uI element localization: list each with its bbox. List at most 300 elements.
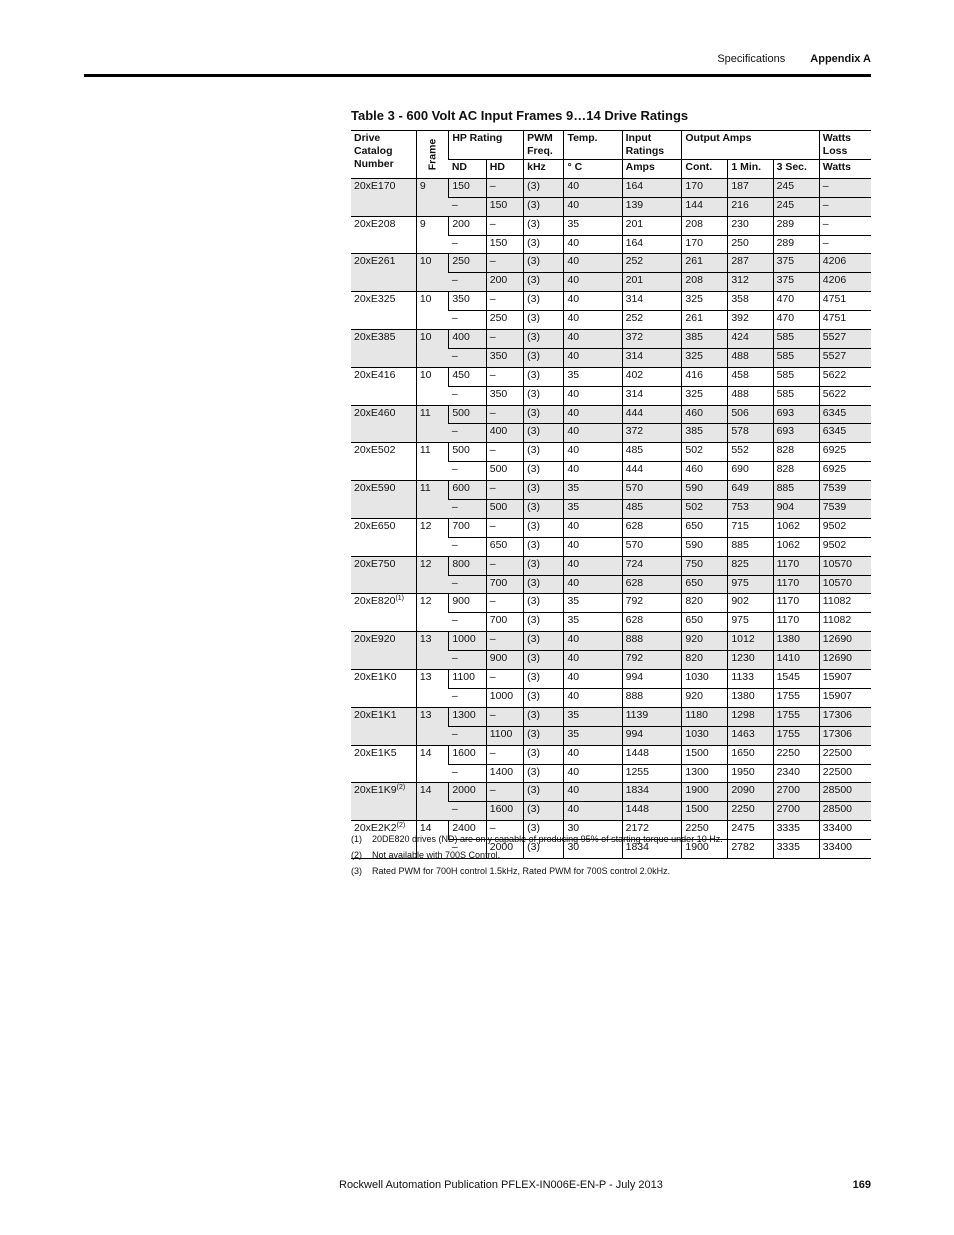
cell-input-amps: 1834 bbox=[622, 840, 682, 859]
cell-out-1min: 488 bbox=[728, 386, 773, 405]
cell-out-cont: 416 bbox=[682, 367, 728, 386]
catalog-number: 20xE502 bbox=[354, 444, 396, 457]
cell-hd: 500 bbox=[486, 462, 523, 481]
cell-nd: – bbox=[449, 613, 486, 632]
cell-temp: 40 bbox=[564, 518, 622, 537]
cell-temp: 40 bbox=[564, 235, 622, 254]
cell-pwm: (3) bbox=[524, 424, 564, 443]
cell-nd: 350 bbox=[449, 292, 486, 311]
cell-out-1min: 230 bbox=[728, 216, 773, 235]
page-number: 169 bbox=[852, 1179, 871, 1191]
cell-nd: 250 bbox=[449, 254, 486, 273]
cell-input-amps: 402 bbox=[622, 367, 682, 386]
cell-nd: 450 bbox=[449, 367, 486, 386]
cell-out-cont: 170 bbox=[682, 235, 728, 254]
cell-pwm: (3) bbox=[524, 821, 564, 840]
cell-out-cont: 1900 bbox=[682, 783, 728, 802]
cell-temp: 40 bbox=[564, 405, 622, 424]
cell-out-3sec: 1755 bbox=[773, 726, 819, 745]
col-three-sec: 3 Sec. bbox=[773, 160, 819, 179]
footnote-2-num: (2) bbox=[351, 850, 362, 860]
cell-out-cont: 325 bbox=[682, 292, 728, 311]
cell-hd: 350 bbox=[486, 348, 523, 367]
cell-out-1min: 552 bbox=[728, 443, 773, 462]
cell-hd: 1600 bbox=[486, 802, 523, 821]
publication-footer: Rockwell Automation Publication PFLEX-IN006E-EN-P - July 2013 bbox=[339, 1179, 663, 1191]
cell-nd: – bbox=[449, 802, 486, 821]
cell-frame: 13 bbox=[416, 670, 449, 708]
cell-out-1min: 825 bbox=[728, 556, 773, 575]
cell-nd: 1600 bbox=[449, 745, 486, 764]
table-row bbox=[351, 745, 871, 764]
cell-pwm: (3) bbox=[524, 405, 564, 424]
catalog-footnote-ref: (1) bbox=[395, 595, 405, 603]
cell-temp: 40 bbox=[564, 745, 622, 764]
cell-temp: 40 bbox=[564, 632, 622, 651]
cell-out-cont: 261 bbox=[682, 254, 728, 273]
cell-temp: 30 bbox=[564, 840, 622, 859]
cell-temp: 40 bbox=[564, 764, 622, 783]
running-header bbox=[717, 53, 871, 65]
cell-temp: 40 bbox=[564, 311, 622, 330]
cell-hd: 1400 bbox=[486, 764, 523, 783]
table-header bbox=[351, 131, 871, 179]
cell-input-amps: 570 bbox=[622, 537, 682, 556]
col-watts: Watts bbox=[819, 160, 871, 179]
cell-out-3sec: 375 bbox=[773, 254, 819, 273]
cell-watts: 10570 bbox=[819, 575, 871, 594]
cell-temp: 40 bbox=[564, 443, 622, 462]
cell-watts: 5622 bbox=[819, 367, 871, 386]
cell-watts: 6925 bbox=[819, 462, 871, 481]
table-title: Table 3 - 600 Volt AC Input Frames 9…14 Drive Ratings bbox=[351, 108, 689, 123]
cell-catalog bbox=[351, 518, 416, 556]
cell-nd: – bbox=[449, 651, 486, 670]
cell-watts: 6345 bbox=[819, 424, 871, 443]
cell-hd: – bbox=[486, 670, 523, 689]
cell-temp: 40 bbox=[564, 651, 622, 670]
cell-nd: 1300 bbox=[449, 707, 486, 726]
cell-temp: 40 bbox=[564, 556, 622, 575]
cell-out-cont: 144 bbox=[682, 197, 728, 216]
header-section: Specifications bbox=[717, 53, 786, 65]
cell-frame: 11 bbox=[416, 481, 449, 519]
col-pwm: PWM Freq. bbox=[524, 131, 564, 160]
cell-watts: 9502 bbox=[819, 537, 871, 556]
cell-nd: – bbox=[449, 386, 486, 405]
cell-pwm: (3) bbox=[524, 783, 564, 802]
cell-catalog bbox=[351, 594, 416, 632]
cell-out-3sec: 885 bbox=[773, 481, 819, 500]
cell-watts: 17306 bbox=[819, 726, 871, 745]
cell-temp: 40 bbox=[564, 292, 622, 311]
cell-out-1min: 1463 bbox=[728, 726, 773, 745]
table-row bbox=[351, 481, 871, 500]
cell-out-1min: 392 bbox=[728, 311, 773, 330]
cell-watts: 22500 bbox=[819, 764, 871, 783]
cell-out-3sec: 585 bbox=[773, 330, 819, 349]
cell-hd: – bbox=[486, 518, 523, 537]
col-frame bbox=[416, 131, 449, 179]
cell-pwm: (3) bbox=[524, 556, 564, 575]
cell-out-3sec: 1545 bbox=[773, 670, 819, 689]
cell-watts: 6345 bbox=[819, 405, 871, 424]
cell-input-amps: 201 bbox=[622, 273, 682, 292]
cell-temp: 35 bbox=[564, 367, 622, 386]
cell-out-cont: 1030 bbox=[682, 670, 728, 689]
cell-out-cont: 460 bbox=[682, 462, 728, 481]
cell-pwm: (3) bbox=[524, 311, 564, 330]
cell-nd: 200 bbox=[449, 216, 486, 235]
table-row bbox=[351, 783, 871, 802]
table-row bbox=[351, 292, 871, 311]
cell-pwm: (3) bbox=[524, 802, 564, 821]
catalog-number: 20xE1K9 bbox=[354, 784, 397, 797]
cell-catalog bbox=[351, 443, 416, 481]
table-row bbox=[351, 216, 871, 235]
cell-watts: – bbox=[819, 216, 871, 235]
cell-hd: 150 bbox=[486, 235, 523, 254]
cell-out-3sec: 1170 bbox=[773, 613, 819, 632]
cell-nd: 700 bbox=[449, 518, 486, 537]
cell-out-3sec: 1170 bbox=[773, 594, 819, 613]
cell-out-1min: 885 bbox=[728, 537, 773, 556]
cell-out-1min: 187 bbox=[728, 178, 773, 197]
cell-out-1min: 2250 bbox=[728, 802, 773, 821]
col-nd: ND bbox=[449, 160, 486, 179]
cell-input-amps: 994 bbox=[622, 726, 682, 745]
cell-out-cont: 1030 bbox=[682, 726, 728, 745]
cell-out-3sec: 1755 bbox=[773, 688, 819, 707]
cell-watts: 10570 bbox=[819, 556, 871, 575]
catalog-number: 20xE1K1 bbox=[354, 708, 397, 721]
cell-out-cont: 1300 bbox=[682, 764, 728, 783]
header-appendix: Appendix A bbox=[810, 53, 871, 65]
table-row bbox=[351, 518, 871, 537]
cell-out-3sec: 2700 bbox=[773, 802, 819, 821]
cell-pwm: (3) bbox=[524, 613, 564, 632]
cell-catalog bbox=[351, 216, 416, 254]
cell-pwm: (3) bbox=[524, 632, 564, 651]
footnote-1-num: (1) bbox=[351, 834, 362, 844]
cell-hd: – bbox=[486, 405, 523, 424]
cell-watts: 9502 bbox=[819, 518, 871, 537]
cell-watts: 4206 bbox=[819, 254, 871, 273]
cell-out-3sec: 585 bbox=[773, 367, 819, 386]
cell-watts: 22500 bbox=[819, 745, 871, 764]
catalog-number: 20xE590 bbox=[354, 482, 396, 495]
footnote-1 bbox=[351, 834, 723, 844]
col-watts-loss: Watts Loss bbox=[819, 131, 871, 160]
cell-hd: – bbox=[486, 178, 523, 197]
cell-catalog bbox=[351, 330, 416, 368]
cell-watts: 11082 bbox=[819, 613, 871, 632]
cell-watts: 28500 bbox=[819, 802, 871, 821]
catalog-number: 20xE1K5 bbox=[354, 746, 397, 759]
cell-frame: 12 bbox=[416, 518, 449, 556]
cell-pwm: (3) bbox=[524, 330, 564, 349]
cell-out-1min: 1298 bbox=[728, 707, 773, 726]
cell-catalog bbox=[351, 178, 416, 216]
cell-hd: – bbox=[486, 783, 523, 802]
cell-nd: – bbox=[449, 462, 486, 481]
cell-input-amps: 1834 bbox=[622, 783, 682, 802]
col-catalog: Drive Catalog Number bbox=[351, 131, 416, 179]
cell-temp: 35 bbox=[564, 594, 622, 613]
cell-watts: 7539 bbox=[819, 500, 871, 519]
cell-temp: 40 bbox=[564, 688, 622, 707]
cell-out-3sec: 1410 bbox=[773, 651, 819, 670]
catalog-number: 20xE385 bbox=[354, 331, 396, 344]
cell-out-3sec: 245 bbox=[773, 197, 819, 216]
cell-out-cont: 920 bbox=[682, 688, 728, 707]
cell-input-amps: 1139 bbox=[622, 707, 682, 726]
cell-pwm: (3) bbox=[524, 216, 564, 235]
cell-out-1min: 2782 bbox=[728, 840, 773, 859]
cell-input-amps: 485 bbox=[622, 500, 682, 519]
cell-input-amps: 888 bbox=[622, 688, 682, 707]
footnote-2-text: Not available with 700S Control. bbox=[372, 850, 501, 860]
cell-temp: 40 bbox=[564, 670, 622, 689]
cell-out-1min: 753 bbox=[728, 500, 773, 519]
cell-frame: 13 bbox=[416, 632, 449, 670]
cell-out-3sec: 585 bbox=[773, 386, 819, 405]
cell-nd: – bbox=[449, 500, 486, 519]
catalog-footnote-ref: (2) bbox=[396, 784, 406, 792]
cell-pwm: (3) bbox=[524, 518, 564, 537]
cell-out-cont: 750 bbox=[682, 556, 728, 575]
footnote-1-text: 20DE820 drives (ND) are only capable of producing 95% of starting torque under 10 Hz. bbox=[372, 834, 723, 844]
cell-input-amps: 628 bbox=[622, 518, 682, 537]
cell-nd: – bbox=[449, 726, 486, 745]
cell-hd: 700 bbox=[486, 575, 523, 594]
cell-nd: – bbox=[449, 348, 486, 367]
cell-input-amps: 444 bbox=[622, 462, 682, 481]
cell-nd: 2400 bbox=[449, 821, 486, 840]
cell-out-1min: 424 bbox=[728, 330, 773, 349]
catalog-number: 20xE325 bbox=[354, 293, 396, 306]
cell-frame: 11 bbox=[416, 405, 449, 443]
cell-temp: 40 bbox=[564, 178, 622, 197]
cell-watts: 4751 bbox=[819, 311, 871, 330]
cell-pwm: (3) bbox=[524, 462, 564, 481]
cell-input-amps: 570 bbox=[622, 481, 682, 500]
cell-input-amps: 628 bbox=[622, 613, 682, 632]
cell-out-cont: 1180 bbox=[682, 707, 728, 726]
table-row bbox=[351, 178, 871, 197]
cell-out-3sec: 470 bbox=[773, 292, 819, 311]
cell-nd: 2000 bbox=[449, 783, 486, 802]
header-rule bbox=[84, 74, 871, 77]
cell-out-cont: 820 bbox=[682, 651, 728, 670]
cell-out-3sec: 1170 bbox=[773, 556, 819, 575]
cell-out-3sec: 904 bbox=[773, 500, 819, 519]
cell-pwm: (3) bbox=[524, 575, 564, 594]
cell-frame: 9 bbox=[416, 178, 449, 216]
cell-out-cont: 1900 bbox=[682, 840, 728, 859]
cell-hd: 350 bbox=[486, 386, 523, 405]
cell-hd: 650 bbox=[486, 537, 523, 556]
cell-frame: 10 bbox=[416, 292, 449, 330]
cell-nd: – bbox=[449, 840, 486, 859]
cell-nd: – bbox=[449, 537, 486, 556]
cell-nd: 400 bbox=[449, 330, 486, 349]
cell-out-3sec: 2250 bbox=[773, 745, 819, 764]
cell-watts: 4751 bbox=[819, 292, 871, 311]
cell-hd: – bbox=[486, 481, 523, 500]
catalog-number: 20xE460 bbox=[354, 406, 396, 419]
cell-out-1min: 2090 bbox=[728, 783, 773, 802]
cell-nd: 500 bbox=[449, 443, 486, 462]
cell-pwm: (3) bbox=[524, 594, 564, 613]
cell-hd: – bbox=[486, 745, 523, 764]
cell-out-1min: 1230 bbox=[728, 651, 773, 670]
cell-out-cont: 460 bbox=[682, 405, 728, 424]
cell-pwm: (3) bbox=[524, 745, 564, 764]
cell-watts: 5527 bbox=[819, 330, 871, 349]
cell-nd: – bbox=[449, 235, 486, 254]
cell-input-amps: 792 bbox=[622, 594, 682, 613]
cell-out-1min: 1950 bbox=[728, 764, 773, 783]
cell-pwm: (3) bbox=[524, 764, 564, 783]
cell-pwm: (3) bbox=[524, 273, 564, 292]
cell-pwm: (3) bbox=[524, 726, 564, 745]
table-row bbox=[351, 443, 871, 462]
cell-input-amps: 444 bbox=[622, 405, 682, 424]
cell-pwm: (3) bbox=[524, 443, 564, 462]
cell-pwm: (3) bbox=[524, 707, 564, 726]
table-row bbox=[351, 405, 871, 424]
cell-hd: – bbox=[486, 292, 523, 311]
cell-catalog bbox=[351, 254, 416, 292]
cell-out-cont: 208 bbox=[682, 216, 728, 235]
cell-out-cont: 385 bbox=[682, 330, 728, 349]
cell-out-cont: 820 bbox=[682, 594, 728, 613]
cell-nd: 500 bbox=[449, 405, 486, 424]
cell-catalog bbox=[351, 707, 416, 745]
footnote-2 bbox=[351, 850, 500, 860]
cell-watts: 5527 bbox=[819, 348, 871, 367]
cell-catalog bbox=[351, 670, 416, 708]
cell-nd: – bbox=[449, 424, 486, 443]
col-frame-label: Frame bbox=[426, 138, 439, 171]
cell-hd: 150 bbox=[486, 197, 523, 216]
cell-watts: – bbox=[819, 178, 871, 197]
table-row bbox=[351, 632, 871, 651]
table-row bbox=[351, 594, 871, 613]
cell-watts: 4206 bbox=[819, 273, 871, 292]
cell-input-amps: 2172 bbox=[622, 821, 682, 840]
cell-hd: – bbox=[486, 330, 523, 349]
cell-frame: 14 bbox=[416, 821, 449, 859]
catalog-number: 20xE750 bbox=[354, 557, 396, 570]
cell-out-3sec: 1755 bbox=[773, 707, 819, 726]
cell-out-1min: 506 bbox=[728, 405, 773, 424]
cell-out-1min: 1380 bbox=[728, 688, 773, 707]
catalog-number: 20xE920 bbox=[354, 633, 396, 646]
col-output-amps: Output Amps bbox=[682, 131, 819, 160]
cell-watts: 5622 bbox=[819, 386, 871, 405]
cell-out-3sec: 289 bbox=[773, 235, 819, 254]
cell-hd: – bbox=[486, 443, 523, 462]
cell-hd: – bbox=[486, 254, 523, 273]
cell-watts: – bbox=[819, 197, 871, 216]
cell-temp: 35 bbox=[564, 481, 622, 500]
cell-watts: 12690 bbox=[819, 632, 871, 651]
catalog-number: 20xE261 bbox=[354, 255, 396, 268]
cell-input-amps: 1448 bbox=[622, 745, 682, 764]
cell-out-1min: 458 bbox=[728, 367, 773, 386]
cell-frame: 10 bbox=[416, 367, 449, 405]
cell-frame: 14 bbox=[416, 745, 449, 783]
cell-input-amps: 201 bbox=[622, 216, 682, 235]
cell-hd: – bbox=[486, 632, 523, 651]
cell-out-1min: 690 bbox=[728, 462, 773, 481]
cell-watts: 17306 bbox=[819, 707, 871, 726]
cell-out-1min: 358 bbox=[728, 292, 773, 311]
catalog-number: 20xE1K0 bbox=[354, 671, 397, 684]
cell-input-amps: 314 bbox=[622, 292, 682, 311]
cell-out-3sec: 828 bbox=[773, 462, 819, 481]
cell-out-3sec: 1062 bbox=[773, 518, 819, 537]
col-temp: Temp. bbox=[564, 131, 622, 160]
cell-out-cont: 325 bbox=[682, 386, 728, 405]
cell-out-cont: 502 bbox=[682, 500, 728, 519]
cell-out-cont: 590 bbox=[682, 481, 728, 500]
catalog-number: 20xE2K2 bbox=[354, 822, 397, 835]
catalog-number: 20xE208 bbox=[354, 217, 396, 230]
cell-frame: 10 bbox=[416, 254, 449, 292]
cell-catalog bbox=[351, 405, 416, 443]
cell-hd: 700 bbox=[486, 613, 523, 632]
cell-out-1min: 287 bbox=[728, 254, 773, 273]
cell-catalog bbox=[351, 556, 416, 594]
cell-out-cont: 208 bbox=[682, 273, 728, 292]
cell-out-3sec: 693 bbox=[773, 424, 819, 443]
cell-out-3sec: 245 bbox=[773, 178, 819, 197]
cell-input-amps: 628 bbox=[622, 575, 682, 594]
col-hp-rating: HP Rating bbox=[449, 131, 524, 160]
cell-nd: 1100 bbox=[449, 670, 486, 689]
cell-pwm: (3) bbox=[524, 651, 564, 670]
cell-out-3sec: 828 bbox=[773, 443, 819, 462]
drive-ratings-table bbox=[351, 130, 871, 859]
cell-catalog bbox=[351, 481, 416, 519]
cell-out-1min: 975 bbox=[728, 575, 773, 594]
col-amps: Amps bbox=[622, 160, 682, 179]
cell-out-3sec: 1062 bbox=[773, 537, 819, 556]
cell-out-3sec: 3335 bbox=[773, 840, 819, 859]
catalog-number: 20xE820 bbox=[354, 595, 396, 608]
cell-temp: 40 bbox=[564, 537, 622, 556]
col-one-min: 1 Min. bbox=[728, 160, 773, 179]
cell-nd: – bbox=[449, 764, 486, 783]
cell-temp: 40 bbox=[564, 197, 622, 216]
cell-frame: 12 bbox=[416, 556, 449, 594]
cell-out-cont: 170 bbox=[682, 178, 728, 197]
col-input: Input Ratings bbox=[622, 131, 682, 160]
cell-watts: 15907 bbox=[819, 688, 871, 707]
cell-out-1min: 902 bbox=[728, 594, 773, 613]
cell-watts: 11082 bbox=[819, 594, 871, 613]
cell-out-1min: 250 bbox=[728, 235, 773, 254]
cell-frame: 12 bbox=[416, 594, 449, 632]
cell-pwm: (3) bbox=[524, 292, 564, 311]
table-row bbox=[351, 330, 871, 349]
cell-out-3sec: 585 bbox=[773, 348, 819, 367]
cell-pwm: (3) bbox=[524, 840, 564, 859]
cell-nd: – bbox=[449, 311, 486, 330]
